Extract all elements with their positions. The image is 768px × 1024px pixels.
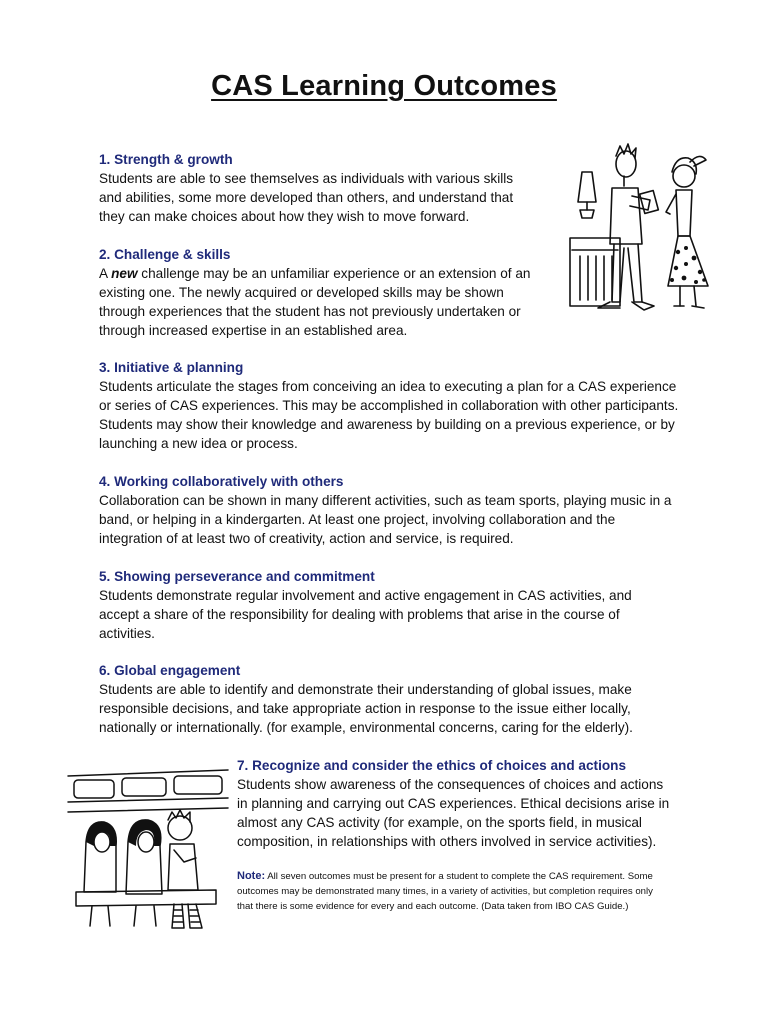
outcome-text: Collaboration can be shown in many different activities, such as team sports, playing music in a band, or helping in a kindergarten. At least one project, involving collaboration and the integration of at least two of creativity, action and service, is required. — [99, 493, 672, 546]
note-text: All seven outcomes must be present for a student to complete the CAS requirement. Some outcomes may be demonstrated many times, in a variety of activities, but completion requires only that there is some evidence for every and each outcome. (Data taken from IBO CAS Guide.) — [237, 871, 653, 912]
outcome-7 — [237, 756, 677, 851]
outcome-text — [99, 264, 544, 340]
outcome-heading: 2. Challenge & skills — [99, 247, 231, 262]
conversation-illustration — [568, 140, 718, 320]
outcome-text-rest: challenge may be an unfamiliar experience or an extension of an existing one. The newly acquired or developed skills may be shown through experiences that the student has not previously undertaken or through increased expertise in an established area. — [99, 266, 531, 338]
outcome-heading: 4. Working collaboratively with others — [99, 474, 344, 489]
outcome-heading: 3. Initiative & planning — [99, 360, 244, 375]
outcome-5 — [99, 567, 659, 643]
outcome-text: Students articulate the stages from conceiving an idea to executing a plan for a CAS experience or series of CAS experiences. This may be accomplished in collaboration with other participants. Students may show their knowledge and awareness by building on a previous experience, or by launching a new idea or process. — [99, 379, 679, 451]
outcome-text: Students are able to identify and demonstrate their understanding of global issues, make responsible decisions, and take appropriate action in response to the issue either locally, nationally or internationally. (for example, environmental concerns, caring for the elderly). — [99, 682, 633, 735]
outcome-heading: 6. Global engagement — [99, 663, 241, 678]
note-paragraph — [237, 869, 667, 914]
outcome-text-prefix: A — [99, 266, 112, 281]
outcome-text: Students demonstrate regular involvement and active engagement in CAS activities, and accept a share of the responsibility for dealing with problems that arise in the course of activities. — [99, 588, 632, 641]
outcome-heading: 7. Recognize and consider the ethics of choices and actions — [237, 758, 627, 773]
outcome-text-emphasis: new — [111, 266, 138, 281]
outcome-heading: 1. Strength & growth — [99, 152, 233, 167]
outcome-text: Students show awareness of the consequences of choices and actions in planning and carrying out CAS experiences. Ethical decisions arise in almost any CAS activity (for example, on the sports field, in musical composition, in relationships with others involved in service activities). — [237, 777, 670, 849]
outcome-6 — [99, 661, 669, 737]
outcome-4 — [99, 472, 679, 548]
outcome-2 — [99, 245, 544, 340]
outcome-3 — [99, 358, 689, 453]
note-label: Note: — [237, 870, 266, 882]
page-title: CAS Learning Outcomes — [211, 70, 557, 102]
outcome-heading: 5. Showing perseverance and commitment — [99, 569, 375, 584]
outcome-1 — [99, 150, 539, 226]
bus-passengers-illustration — [66, 762, 230, 932]
outcome-text: Students are able to see themselves as individuals with various skills and abilities, some more developed than others, and understand that they can make choices about how they wish to move forward. — [99, 171, 514, 224]
